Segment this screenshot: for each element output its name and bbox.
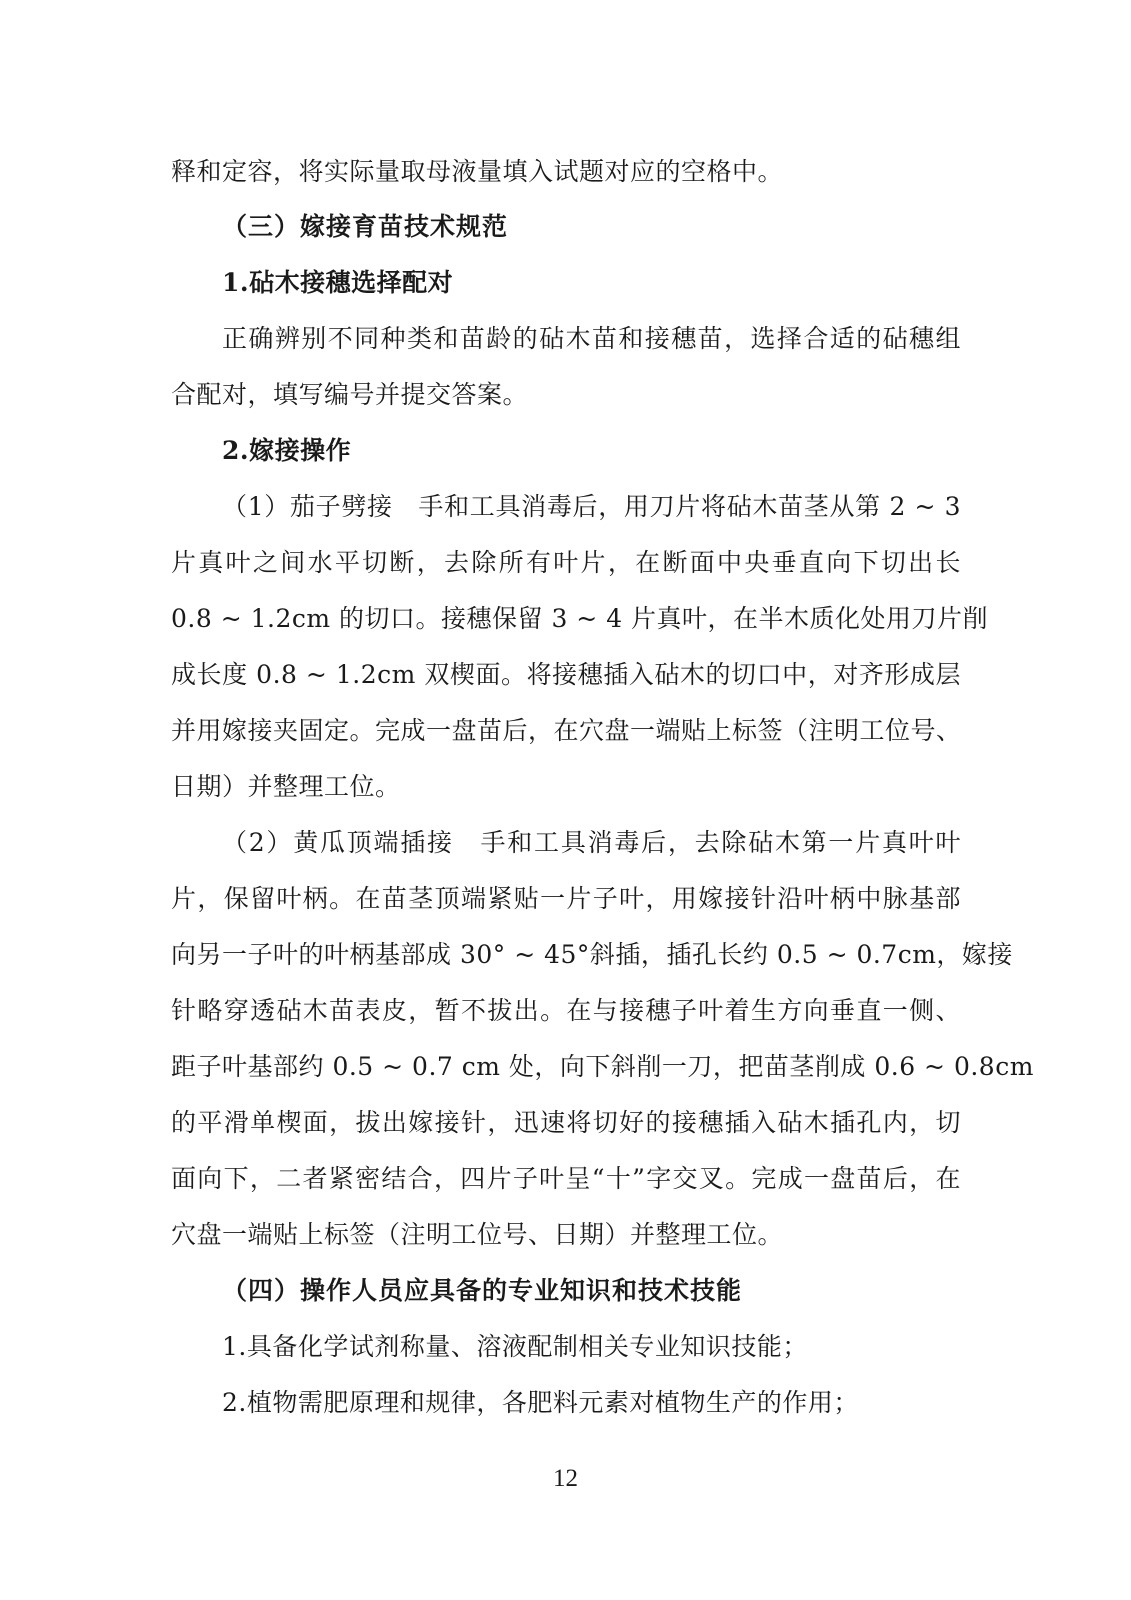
page-number: 12 bbox=[553, 1465, 578, 1492]
subsection-heading-rootstock-scion-matching: 1.砧木接穗选择配对 bbox=[222, 268, 454, 297]
paragraph-line: 向另一子叶的叶柄基部成 30° ~ 45°斜插，插孔长约 0.5 ~ 0.7cm，嫁接 bbox=[171, 940, 1013, 969]
paragraph-line: 日期）并整理工位。 bbox=[171, 772, 401, 801]
paragraph-line: 并用嫁接夹固定。完成一盘苗后，在穴盘一端贴上标签（注明工位号、 bbox=[171, 716, 962, 745]
paragraph-line: （2）黄瓜顶端插接 手和工具消毒后，去除砧木第一片真叶叶 bbox=[222, 828, 961, 857]
paragraph-line: 片真叶之间水平切断，去除所有叶片，在断面中央垂直向下切出长 bbox=[171, 548, 961, 577]
paragraph-line: 面向下，二者紧密结合，四片子叶呈“十”字交叉。完成一盘苗后，在 bbox=[171, 1164, 961, 1193]
paragraph-line: 0.8 ~ 1.2cm 的切口。接穗保留 3 ~ 4 片真叶，在半木质化处用刀片削 bbox=[171, 604, 989, 633]
section-heading-grafting-standards: （三）嫁接育苗技术规范 bbox=[222, 212, 509, 241]
paragraph-line: 片，保留叶柄。在苗茎顶端紧贴一片子叶，用嫁接针沿叶柄中脉基部 bbox=[171, 884, 961, 913]
paragraph-line: 距子叶基部约 0.5 ~ 0.7 cm 处，向下斜削一刀，把苗茎削成 0.6 ~ 0.8cm bbox=[171, 1052, 1034, 1081]
paragraph-line: 穴盘一端贴上标签（注明工位号、日期）并整理工位。 bbox=[171, 1220, 784, 1249]
paragraph-line: （1）茄子劈接 手和工具消毒后，用刀片将砧木苗茎从第 2 ~ 3 bbox=[222, 492, 961, 521]
subsection-heading-grafting-operation: 2.嫁接操作 bbox=[222, 436, 352, 465]
paragraph-line: 针略穿透砧木苗表皮，暂不拔出。在与接穗子叶着生方向垂直一侧、 bbox=[171, 996, 961, 1025]
paragraph-line: 合配对，填写编号并提交答案。 bbox=[171, 380, 529, 409]
paragraph-line: 释和定容，将实际量取母液量填入试题对应的空格中。 bbox=[171, 157, 784, 186]
list-item: 1.具备化学试剂称量、溶液配制相关专业知识技能； bbox=[222, 1332, 808, 1361]
paragraph-line: 的平滑单楔面，拔出嫁接针，迅速将切好的接穗插入砧木插孔内，切 bbox=[171, 1108, 961, 1137]
paragraph-line: 正确辨别不同种类和苗龄的砧木苗和接穗苗，选择合适的砧穗组 bbox=[222, 324, 961, 353]
paragraph-line: 成长度 0.8 ~ 1.2cm 双楔面。将接穗插入砧木的切口中，对齐形成层 bbox=[171, 660, 961, 689]
section-heading-operator-knowledge: （四）操作人员应具备的专业知识和技术技能 bbox=[222, 1276, 743, 1305]
list-item: 2.植物需肥原理和规律，各肥料元素对植物生产的作用； bbox=[222, 1388, 859, 1417]
